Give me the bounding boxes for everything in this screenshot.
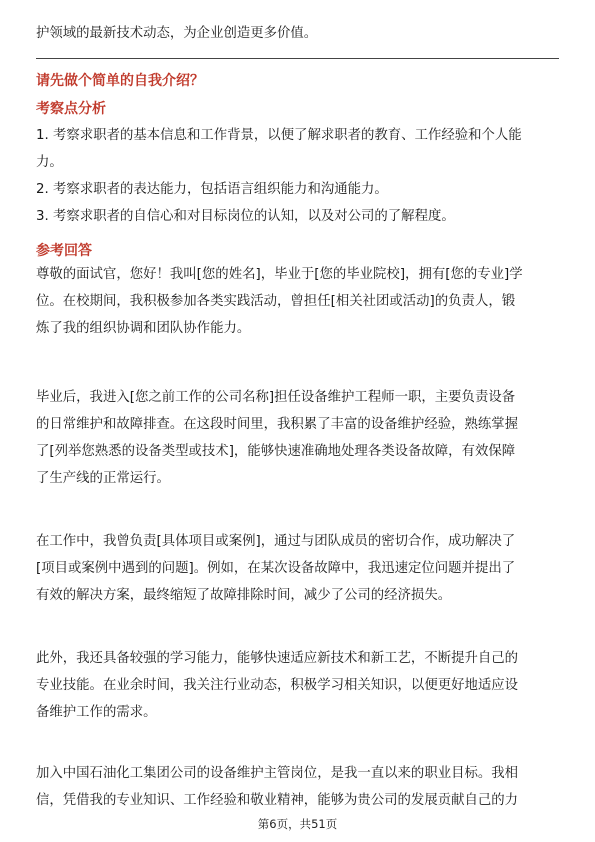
analysis-item-3: 3. 考察求职者的自信心和对目标岗位的认知，以及对公司的了解程度。	[36, 209, 455, 224]
page-footer: 第6页，共51页	[257, 817, 338, 831]
paragraph-line: 了生产线的正常运行。	[36, 471, 170, 486]
answer-paragraph-5	[36, 760, 559, 814]
paragraph-line: 毕业后，我进入[您之前工作的公司名称]担任设备维护工程师一职，主要负责设备	[36, 390, 516, 405]
answer-paragraph-1	[36, 261, 559, 342]
analysis-heading: 考察点分析	[36, 101, 106, 117]
paragraph-line: 备维护工作的需求。	[36, 705, 157, 720]
paragraph-line: 位。在校期间，我积极参加各类实践活动，曾担任[相关社团或活动]的负责人，锻	[36, 294, 516, 309]
paragraph-line: 专业技能。在业余时间，我关注行业动态，积极学习相关知识，以便更好地适应设	[36, 678, 519, 693]
answer-paragraph-3	[36, 528, 559, 609]
paragraph-line: 炼了我的组织协调和团队协作能力。	[36, 321, 251, 336]
paragraph-line: 的日常维护和故障排查。在这段时间里，我积累了丰富的设备维护经验，熟练掌握	[36, 417, 519, 432]
paragraph-line: 有效的解决方案，最终缩短了故障排除时间，减少了公司的经济损失。	[36, 588, 452, 603]
paragraph-line: 加入中国石油化工集团公司的设备维护主管岗位，是我一直以来的职业目标。我相	[36, 766, 519, 781]
paragraph-line: 尊敬的面试官，您好！我叫[您的姓名]，毕业于[您的毕业院校]，拥有[您的专业]学	[36, 267, 523, 282]
analysis-item-2: 2. 考察求职者的表达能力，包括语言组织能力和沟通能力。	[36, 182, 388, 197]
paragraph-line: 在工作中，我曾负责[具体项目或案例]，通过与团队成员的密切合作，成功解决了	[36, 534, 516, 549]
analysis-item-1-line-2: 力。	[36, 155, 63, 170]
answer-paragraph-4	[36, 645, 559, 726]
continued-text: 护领域的最新技术动态，为企业创造更多价值。	[36, 26, 318, 41]
analysis-list	[36, 122, 559, 230]
paragraph-line: 了[列举您熟悉的设备类型或技术]，能够快速准确地处理各类设备故障，有效保障	[36, 444, 516, 459]
answer-paragraph-2	[36, 384, 559, 492]
answer-heading: 参考回答	[36, 243, 92, 259]
paragraph-line: 此外，我还具备较强的学习能力，能够快速适应新技术和新工艺，不断提升自己的	[36, 651, 519, 666]
question-heading: 请先做个简单的自我介绍？	[36, 73, 204, 89]
section-divider	[36, 58, 559, 59]
analysis-item-1-line-1: 1. 考察求职者的基本信息和工作背景，以便了解求职者的教育、工作经验和个人能	[36, 128, 522, 143]
paragraph-line: [项目或案例中遇到的问题]。例如，在某次设备故障中，我迅速定位问题并提出了	[36, 561, 516, 576]
paragraph-line: 信，凭借我的专业知识、工作经验和敬业精神，能够为贵公司的发展贡献自己的力	[36, 793, 519, 808]
